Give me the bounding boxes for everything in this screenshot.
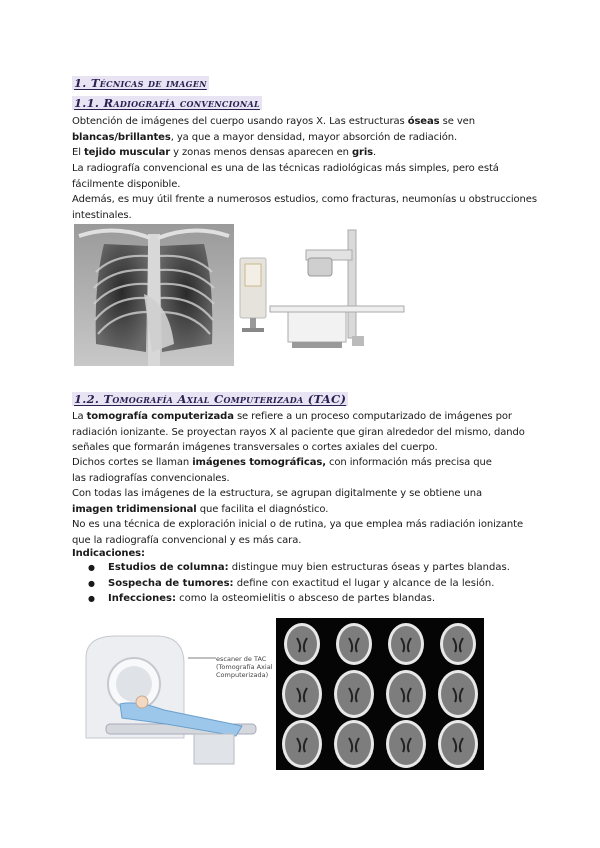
ct-slice-brain [441, 723, 475, 765]
list-item: ● Sospecha de tumores: define con exactitud el lugar y alcance de la lesión. [72, 576, 542, 592]
ct-scanner-caption: escaner de TAC (Tomografía Axial Computerizada) [216, 655, 273, 679]
paragraph-radiografia-intro: Obtención de imágenes del cuerpo usando rayos X. Las estructuras óseas se ven blancas/brillantes, ya que a mayor densidad, mayor absorción de radiación. El tejido muscular y zonas menos densas aparecen en gris. [72, 116, 475, 159]
ct-slice-brain [339, 626, 369, 662]
subsection-heading-tac: 1.2. Tomografía Axial Computerizada (TAC) [74, 392, 347, 406]
ct-slice-brain [337, 673, 371, 715]
ct-scanner-image [76, 628, 272, 772]
indications-list [72, 560, 542, 607]
section-heading: 1. Técnicas de imagen [74, 76, 207, 90]
ct-slice-brain [389, 723, 423, 765]
list-item: ● Infecciones: como la osteomielitis o absceso de partes blandas. [72, 591, 542, 607]
ct-slice-brain [285, 673, 319, 715]
ct-slice-brain [337, 723, 371, 765]
xray-machine-image [236, 224, 412, 366]
paragraph-radiografia-usos: Además, es muy útil frente a numerosos estudios, como fracturas, neumonías u obstrucciones intestinales. [72, 194, 537, 221]
paragraph-radiografia-simple: La radiografía convencional es una de las técnicas radiológicas más simples, pero está fácilmente disponible. [72, 163, 499, 190]
indications-label: Indicaciones: [72, 548, 145, 559]
ct-brain-slices-image [276, 618, 484, 770]
ct-slice-brain [285, 723, 319, 765]
paragraph-tac-tridimensional: Con todas las imágenes de la estructura, se agrupan digitalmente y se obtiene una imagen tridimensional que facilita el diagnóstico. [72, 488, 483, 515]
ct-slice-brain [287, 626, 317, 662]
chest-xray-image [74, 224, 234, 366]
ct-slice-brain [389, 673, 423, 715]
ct-slice-brain [391, 626, 421, 662]
paragraph-tac-cortes: Dichos cortes se llaman imágenes tomográficas, con información más precisa que las radiografías convencionales. [72, 457, 492, 484]
paragraph-tac-radiacion: No es una técnica de exploración inicial o de rutina, ya que emplea más radiación ionizante que la radiografía convencional y es más cara. [72, 519, 524, 546]
paragraph-tac-intro: La tomografía computerizada se refiere a un proceso computarizado de imágenes por radiación ionizante. Se proyectan rayos X al paciente que giran alrededor del mismo, dando señales que formarán imágenes transversales o cortes axiales del cuerpo. [72, 411, 525, 454]
subsection-heading-radiografia: 1.1. Radiografía convencional [74, 96, 260, 110]
ct-slice-brain [443, 626, 473, 662]
ct-slice-brain [441, 673, 475, 715]
list-item: ● Estudios de columna: distingue muy bien estructuras óseas y partes blandas. [72, 560, 542, 576]
